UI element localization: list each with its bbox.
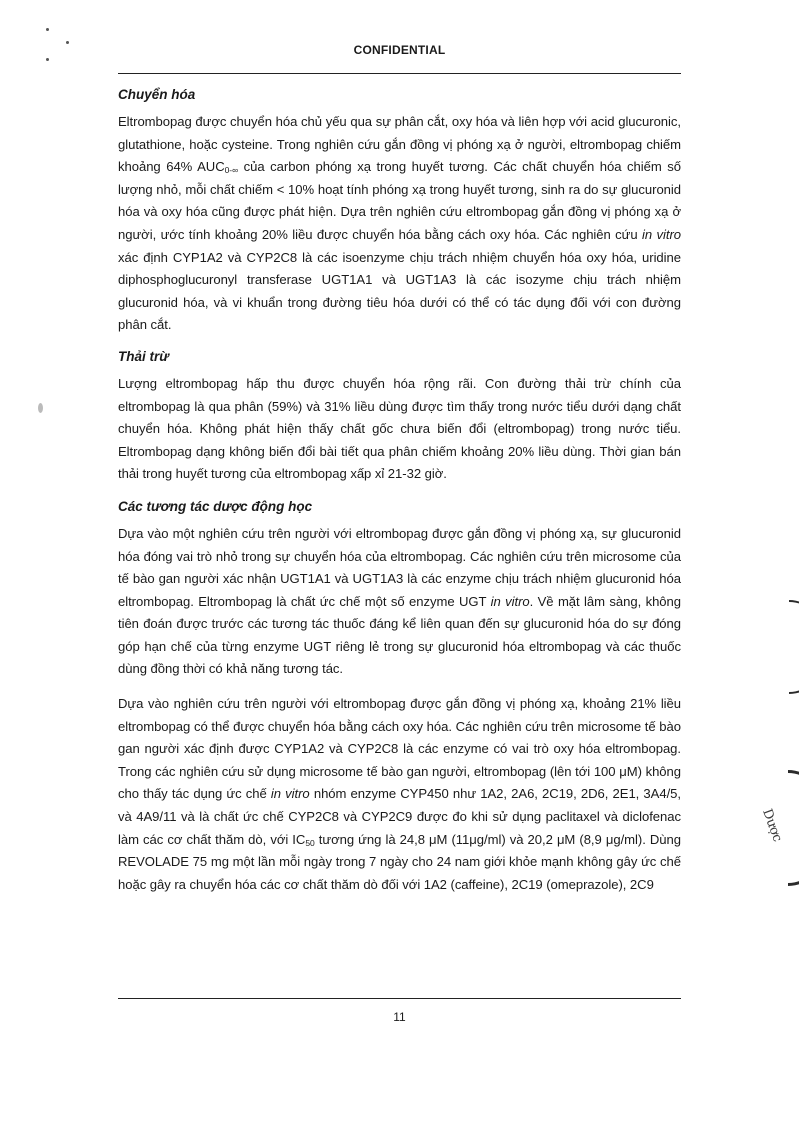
header-divider xyxy=(118,73,681,74)
paragraph-interactions-2: Dựa vào nghiên cứu trên người với eltrombopag được gắn đồng vị phóng xạ, khoảng 21% liều eltrombopag có thể được chuyển hóa bằng cách oxy hóa. Các nghiên cứu trên microsome tế bào gan người xác định được CYP1A2 và CYP2C8 là các enzyme có vai trò oxy hóa eltrombopag. Trong các nghiên cứu sử dụng microsome tế bào gan người, eltrombopag (lên tới 100 μM) không cho thấy tác dụng ức chế in vitro nhóm enzyme CYP450 như 1A2, 2A6, 2C19, 2D6, 2E1, 3A4/5, và 4A9/11 và là chất ức chế CYP2C8 và CYP2C9 được đo khi sử dụng paclitaxel và diclofenac làm các cơ chất thăm dò, với $IC_{50}$ tương ứng là 24,8 μM (11μg/ml) và 20,2 μM (8,9 μg/ml). Dùng REVOLADE 75 mg một lần mỗi ngày trong 7 ngày cho 24 nam giới khỏe mạnh không gây ức chế hoặc gây ra chuyển hóa các cơ chất thăm dò đối với 1A2 (caffeine), 2C19 (omeprazole), 2C9 xyxy=(118,696,681,892)
paragraph-interactions-1: Dựa vào một nghiên cứu trên người với eltrombopag được gắn đồng vị phóng xạ, sự glucuronid hóa đóng vai trò nhỏ trong sự chuyển hóa của eltrombopag. Các nghiên cứu trên microsome của tế bào gan người xác nhận UGT1A1 và UGT1A3 là các enzyme chịu trách nhiệm glucuronid hóa eltrombopag. Eltrombopag là chất ức chế một số enzyme UGT in vitro. Về mặt lâm sàng, không tiên đoán được trước các tương tác thuốc đáng kể liên quan đến sự glucuronid hóa do sự đóng góp hạn chế của từng enzyme UGT riêng lẻ trong sự glucuronid hóa eltrombopag và các thuốc dùng đồng thời có khả năng tương tác. xyxy=(118,525,682,677)
scan-speck xyxy=(46,58,49,61)
section-title-elimination: Thải trừ xyxy=(118,348,169,364)
confidential-header: CONFIDENTIAL xyxy=(353,43,446,57)
scan-speck xyxy=(46,28,49,31)
footer-divider xyxy=(118,998,681,999)
scan-speck xyxy=(66,41,69,44)
scan-speck xyxy=(38,403,43,413)
section-title-interactions: Các tương tác dược động học xyxy=(118,498,313,514)
paragraph-elimination: Lượng eltrombopag hấp thu được chuyển hóa rộng rãi. Con đường thải trừ chính của eltrombopag là qua phân (59%) và 31% liều dùng được tìm thấy trong nước tiểu dưới dạng chất chuyển hóa. Không phát hiện thấy chất gốc chưa biến đổi (eltrombopag) trong nước tiểu. Eltrombopag dạng không biến đổi bài tiết qua phân chiếm khoảng 20% liều dùng. Thời gian bán thải trong huyết tương của eltrombopag xấp xỉ 21-32 giờ. xyxy=(118,375,681,482)
document-body xyxy=(118,87,681,908)
stamp-edge-upper xyxy=(789,600,799,694)
page-number: 11 xyxy=(393,1010,406,1024)
section-title-metabolism: Chuyển hóa xyxy=(118,87,196,102)
stamp-text: Dược xyxy=(759,807,785,844)
stamp-edge-lower xyxy=(788,770,799,886)
paragraph-metabolism: Eltrombopag được chuyển hóa chủ yếu qua sự phân cắt, oxy hóa và liên hợp với acid glucuronic, glutathione, hoặc cysteine. Trong nghiên cứu gắn đồng vị phóng xạ ở người, eltrombopag chiếm khoảng 64% $AUC_{0-\infty}$ của carbon phóng xạ trong huyết tương. Các chất chuyển hóa chiếm số lượng nhỏ, mỗi chất chiếm < 10% hoạt tính phóng xạ trong huyết tương, sinh ra do sự glucuronid hóa và oxy hóa cũng được phát hiện. Dựa trên nghiên cứu eltrombopag gắn đồng vị phóng xạ ở người, ước tính khoảng 20% liều được chuyển hóa bằng cách oxy hóa. Các nghiên cứu in vitro xác định CYP1A2 và CYP2C8 là các isoenzyme chịu trách nhiệm chuyển hóa oxy hóa, uridine diphosphoglucuronyl transferase UGT1A1 và UGT1A3 là các isozyme chịu trách nhiệm glucuronid hóa, và vi khuẩn trong đường tiêu hóa dưới có thể có tác dụng đối với con đường phân cắt. xyxy=(118,114,681,333)
